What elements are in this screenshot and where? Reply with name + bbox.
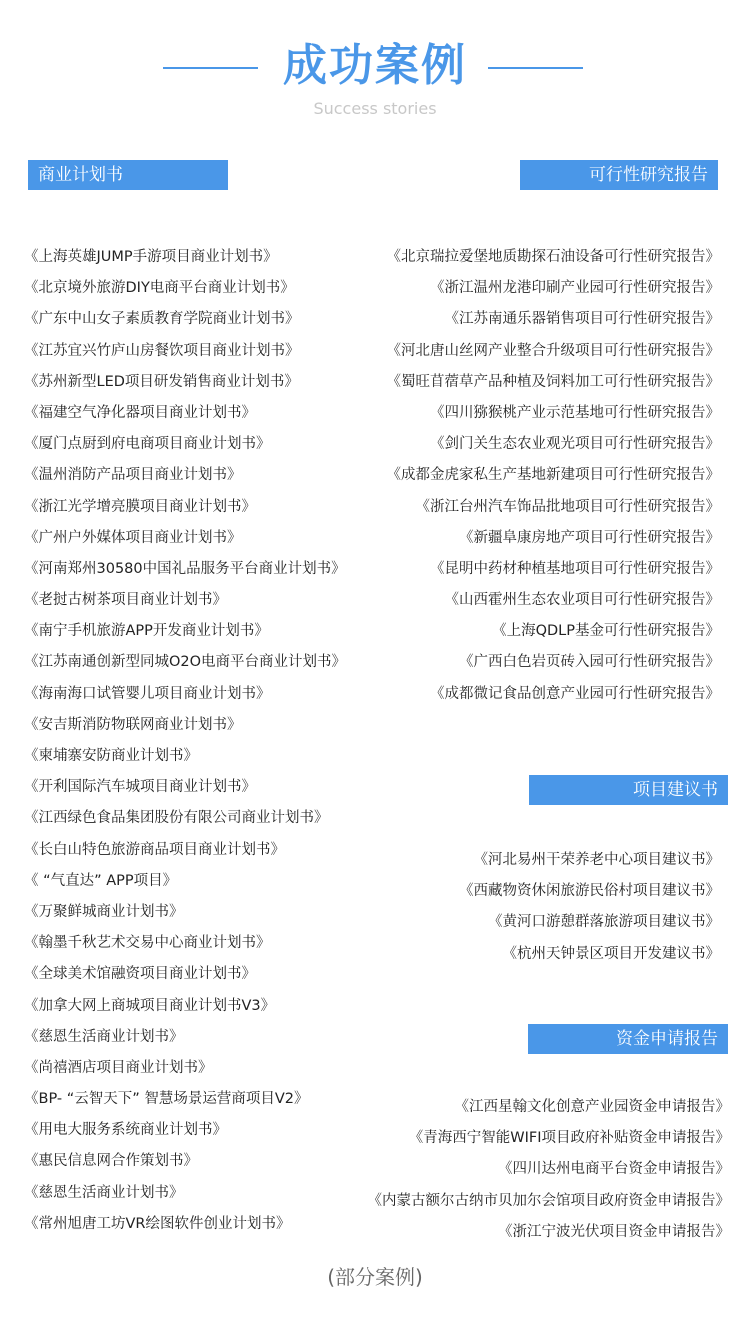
business-plan-list	[24, 242, 346, 1240]
list-item: 《福建空气净化器项目商业计划书》	[24, 404, 256, 421]
list-item: 《南宁手机旅游APP开发商业计划书》	[24, 623, 269, 640]
list-item: 《惠民信息网合作策划书》	[24, 1153, 198, 1170]
list-item: 《上海QDLP基金可行性研究报告》	[492, 623, 720, 640]
funding-list	[368, 1092, 731, 1248]
list-item: 《慈恩生活商业计划书》	[24, 1028, 184, 1045]
footer-note: (部分案例)	[327, 1265, 423, 1289]
list-item: 《江苏宜兴竹庐山房餐饮项目商业计划书》	[24, 342, 300, 359]
list-item: 《江苏南通乐器销售项目可行性研究报告》	[444, 311, 720, 328]
list-item: 《蜀旺苜蓿草产品种植及饲料加工可行性研究报告》	[386, 373, 720, 390]
list-item: 《安吉斯消防物联网商业计划书》	[24, 716, 242, 733]
list-item: 《四川达州电商平台资金申请报告》	[498, 1161, 730, 1178]
list-item: 《老挝古树茶项目商业计划书》	[24, 592, 227, 609]
list-item: 《江西绿色食品集团股份有限公司商业计划书》	[24, 810, 329, 827]
list-item: 《广东中山女子素质教育学院商业计划书》	[24, 311, 300, 328]
list-item: 《广州户外媒体项目商业计划书》	[24, 529, 242, 546]
list-item: 《四川猕猴桃产业示范基地可行性研究报告》	[430, 404, 720, 421]
list-item: 《常州旭唐工坊VR绘图软件创业计划书》	[24, 1215, 291, 1232]
list-item: 《厦门点厨到府电商项目商业计划书》	[24, 436, 271, 453]
page-subtitle: Success stories	[313, 99, 437, 118]
page-title: 成功案例	[283, 40, 467, 91]
list-item: 《BP- “云智天下” 智慧场景运营商项目V2》	[24, 1091, 309, 1108]
list-item: 《慈恩生活商业计划书》	[24, 1184, 184, 1201]
list-item: 《温州消防产品项目商业计划书》	[24, 467, 242, 484]
list-item: 《江西星翰文化创意产业园资金申请报告》	[454, 1099, 730, 1115]
list-item: 《浙江宁波光伏项目资金申请报告》	[498, 1223, 730, 1240]
section-badge-funding: 资金申请报告	[528, 1024, 728, 1054]
list-item: 《浙江温州龙港印刷产业园可行性研究报告》	[430, 280, 720, 297]
list-item: 《西藏物资休闲旅游民俗村项目建议书》	[459, 883, 720, 900]
list-item: 《浙江光学增亮膜项目商业计划书》	[24, 498, 256, 515]
list-item: 《开利国际汽车城项目商业计划书》	[24, 779, 256, 796]
list-item: 《山西霍州生态农业项目可行性研究报告》	[444, 592, 720, 609]
list-item: 《万聚鲜城商业计划书》	[24, 903, 184, 920]
list-item: 《用电大服务系统商业计划书》	[24, 1122, 227, 1139]
section-badge-business-plan: 商业计划书	[28, 160, 228, 190]
list-item: 《新疆阜康房地产项目可行性研究报告》	[459, 529, 720, 546]
list-item: 《河北唐山丝网产业整合升级项目可行性研究报告》	[386, 342, 720, 359]
proposal-list	[459, 845, 720, 970]
list-item: 《广西白色岩页砖入园可行性研究报告》	[459, 654, 720, 671]
list-item: 《北京境外旅游DIY电商平台商业计划书》	[24, 280, 295, 297]
list-item: 《苏州新型LED项目研发销售商业计划书》	[24, 373, 299, 390]
list-item: 《翰墨千秋艺术交易中心商业计划书》	[24, 935, 271, 952]
list-item: 《北京瑞拉爱堡地质勘探石油设备可行性研究报告》	[386, 249, 720, 265]
list-item: 《加拿大网上商城项目商业计划书V3》	[24, 997, 276, 1014]
section-badge-feasibility: 可行性研究报告	[520, 160, 718, 190]
list-item: 《剑门关生态农业观光项目可行性研究报告》	[430, 436, 720, 453]
list-item: 《昆明中药材种植基地项目可行性研究报告》	[430, 560, 720, 577]
list-item: 《上海英雄JUMP手游项目商业计划书》	[24, 249, 278, 265]
list-item: 《杭州天钟景区项目开发建议书》	[502, 945, 720, 962]
list-item: 《河南郑州30580中国礼品服务平台商业计划书》	[24, 560, 346, 577]
list-item: 《成都微记食品创意产业园可行性研究报告》	[430, 685, 720, 702]
list-item: 《长白山特色旅游商品项目商业计划书》	[24, 841, 285, 858]
list-item: 《青海西宁智能WIFI项目政府补贴资金申请报告》	[408, 1130, 730, 1147]
list-item: 《内蒙古额尔古纳市贝加尔会馆项目政府资金申请报告》	[367, 1192, 730, 1209]
feasibility-list	[387, 242, 721, 710]
list-item: 《柬埔寨安防商业计划书》	[24, 748, 198, 764]
list-item: 《海南海口试管婴儿项目商业计划书》	[24, 685, 271, 702]
list-item: 《江苏南通创新型同城O2O电商平台商业计划书》	[24, 654, 347, 671]
list-item: 《黄河口游憩群落旅游项目建议书》	[488, 914, 720, 931]
section-badge-proposal: 项目建议书	[529, 775, 728, 805]
list-item: 《河北易州干荣养老中心项目建议书》	[473, 852, 720, 868]
list-item: 《浙江台州汽车饰品批地项目可行性研究报告》	[415, 498, 720, 515]
list-item: 《成都金虎家私生产基地新建项目可行性研究报告》	[386, 467, 720, 484]
list-item: 《尚禧酒店项目商业计划书》	[24, 1059, 213, 1076]
list-item: 《全球美术馆融资项目商业计划书》	[24, 966, 256, 983]
list-item: 《 “气直达” APP项目》	[24, 872, 178, 889]
